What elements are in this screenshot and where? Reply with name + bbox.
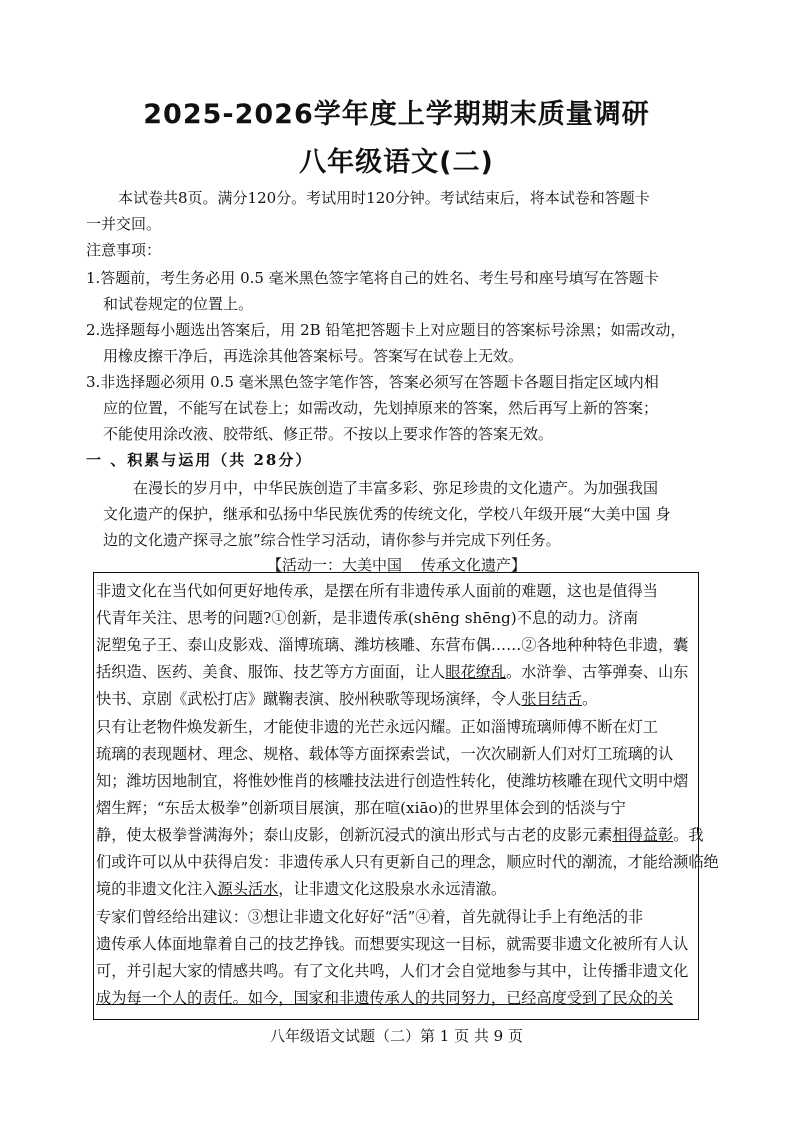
passage-line: 泥塑兔子王、泰山皮影戏、淄博琉璃、潍坊核雕、东营布偶……②各地种种特色非遗，囊 [96, 636, 689, 654]
passage-line [94, 689, 700, 709]
passage-line [94, 879, 700, 899]
section-heading: 一 、积累与运用（共 28分） [86, 451, 313, 469]
passage-line: 们或许可以从中获得启发：非遗传承人只有更新自己的理念，顺应时代的潮流，才能给濒临绝 [96, 853, 719, 871]
passage-line: 代青年关注、思考的问题?①创新，是非遗传承(shēng shēng)不息的动力。济南 [96, 609, 639, 627]
passage-text: 成为每一个人的责任。 [96, 989, 248, 1007]
intro-line-2: 一并交回。 [86, 215, 162, 233]
notice-heading: 注意事项： [86, 241, 162, 259]
passage-text: 静，使太极拳誉满海外；泰山皮影，创新沉浸式的演出形式与古老的皮影元素 [96, 826, 613, 844]
passage-text: 。 [582, 690, 598, 708]
passage-text: 括织造、医药、美食、服饰、技艺等方方面面，让人 [96, 663, 446, 681]
passage-text: 境的非遗文化注入 [96, 880, 218, 898]
underlined-sentence: 如今，国家和非遗传承人的共同努力，已经高度受到了民众的关 [247, 989, 674, 1007]
section-intro-line: 文化遗产的保护，继承和弘扬中华民族优秀的传统文化，学校八年级开展“大美中国 身 [103, 505, 671, 523]
notice-line: 用橡皮擦干净后，再选涂其他答案标号。答案写在试卷上无效。 [103, 347, 524, 365]
notice-line: 1.答题前，考生务必用 0.5 毫米黑色签字笔将自己的姓名、考生号和座号填写在答题卡 [86, 269, 659, 287]
underlined-idiom: 张目结舌 [521, 690, 582, 708]
passage-line [94, 988, 700, 1008]
notice-line: 不能使用涂改液、胶带纸、修正带。不按以上要求作答的答案无效。 [103, 425, 554, 443]
passage-line: 专家们曾经给出建议：③想让非遗文化好好“活”④着，首先就得让手上有绝活的非 [96, 908, 644, 926]
underlined-idiom: 源头活水 [217, 880, 279, 898]
notice-line: 3.非选择题必须用 0.5 毫米黑色签字笔作答，答案必须写在答题卡各题目指定区域内相 [86, 373, 659, 391]
exam-subtitle: 八年级语文(二) [299, 147, 494, 178]
passage-line [94, 825, 704, 845]
intro-line-1: 本试卷共8页。满分120分。考试用时120分钟。考试结束后，将本试卷和答题卡 [118, 189, 650, 207]
passage-line: 只有让老物件焕发新生，才能使非遗的光芒永远闪耀。正如淄博琉璃师傅不断在灯工 [96, 718, 658, 736]
passage-text: 快书、京剧《武松打店》蹴鞠表演、胶州秧歌等现场演绎，令人 [96, 690, 522, 708]
passage-line: 非遗文化在当代如何更好地传承，是摆在所有非遗传承人面前的难题，这也是值得当 [96, 582, 658, 600]
passage-line: 琉璃的表现题材、理念、规格、载体等方面探索尝试，一次次刷新人们对灯工琉璃的认 [96, 745, 674, 763]
underlined-idiom: 相得益彰 [612, 826, 674, 844]
exam-title: 2025-2026学年度上学期期末质量调研 [143, 99, 650, 130]
section-intro-line: 边的文化遗产探寻之旅”综合性学习活动，请你参与并完成下列任务。 [103, 531, 561, 549]
passage-text: 。水浒拳、古筝弹奏、山东 [506, 663, 689, 681]
notice-line: 和试卷规定的位置上。 [103, 295, 254, 313]
page-footer: 八年级语文试题（二）第 1 页 共 9 页 [270, 1027, 523, 1045]
notice-line: 应的位置，不能写在试卷上；如需改动，先划掉原来的答案，然后再写上新的答案； [103, 399, 659, 417]
passage-line [94, 662, 700, 682]
passage-line: 熠生辉；“东岳太极拳”创新项目展演，那在喧(xiāo)的世界里体会到的恬淡与宁 [96, 799, 626, 817]
activity-heading: 【活动一：大美中国 传承文化遗产】 [266, 556, 527, 574]
passage-text: 。我 [673, 826, 704, 844]
underlined-idiom: 眼花缭乱 [445, 663, 507, 681]
passage-line: 可，并引起大家的情感共鸣。有了文化共鸣，人们才会自觉地参与其中，让传播非遗文化 [96, 962, 689, 980]
notice-line: 2.选择题每小题选出答案后，用 2B 铅笔把答题卡上对应题目的答案标号涂黑；如需改动， [86, 321, 686, 339]
passage-line: 知；潍坊因地制宜，将惟妙惟肖的核雕技法进行创造性转化，使潍坊核雕在现代文明中熠 [96, 772, 689, 790]
passage-text: ，让非遗文化这股泉水永远清澈。 [278, 880, 507, 898]
section-intro-line: 在漫长的岁月中，中华民族创造了丰富多彩、弥足珍贵的文化遗产。为加强我国 [133, 479, 659, 497]
passage-line: 遗传承人体面地靠着自己的技艺挣钱。而想要实现这一目标，就需要非遗文化被所有人认 [96, 935, 689, 953]
passage-box [93, 572, 719, 1020]
